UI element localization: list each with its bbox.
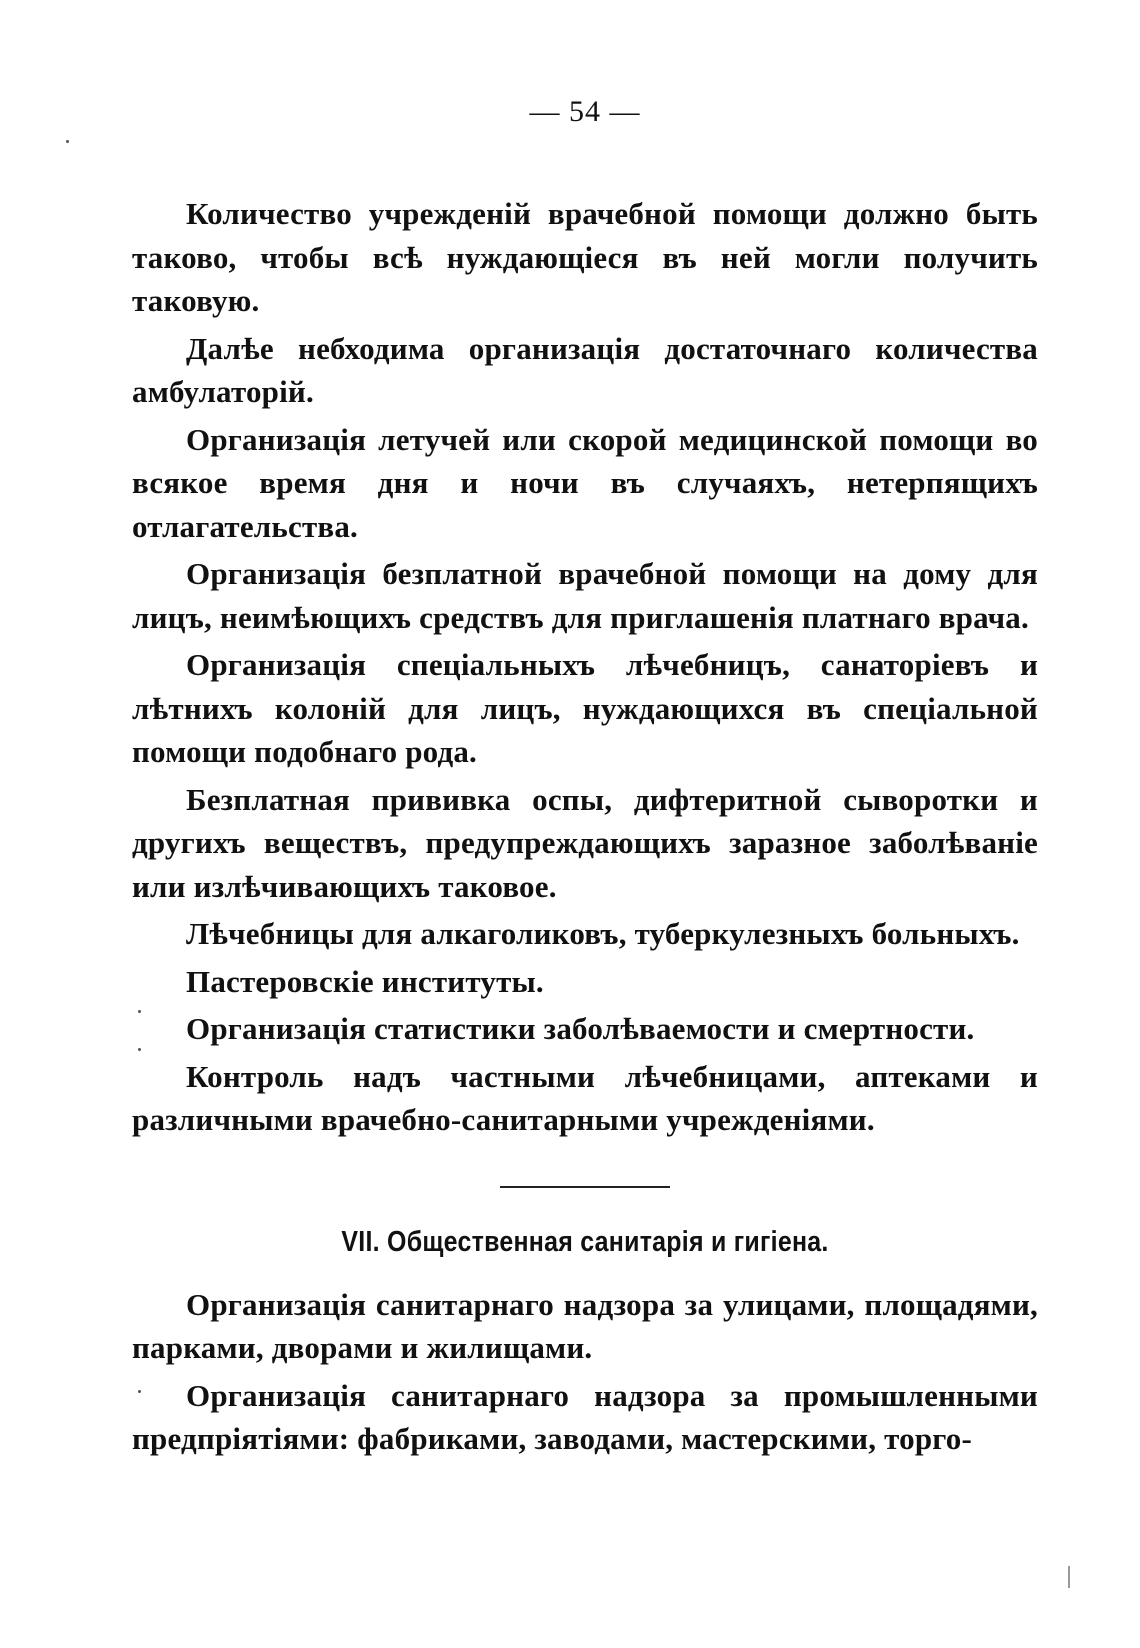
scan-speck: [66, 140, 69, 143]
paragraph: Организація статистики заболѣваемости и смертности.: [186, 1011, 975, 1046]
section-heading: VII. Общественная санитарія и гигіена.: [341, 1225, 829, 1258]
scan-edge-mark: [1068, 1566, 1070, 1588]
paragraph: Лѣчебницы для алкаголиковъ, туберкулезныхъ больныхъ.: [186, 916, 1020, 951]
paragraph: Безплатная прививка оспы, дифтеритной сыворотки и другихъ веществъ, предупреждающихъ заразное заболѣваніе или излѣчивающихъ таковое.: [132, 781, 1038, 904]
page-number: — 54 —: [529, 95, 641, 128]
paragraph: Пастеровскіе институты.: [186, 963, 544, 999]
paragraph: Организація спеціальныхъ лѣчебницъ, санаторіевъ и лѣтнихъ колоній для лицъ, нуждающихся въ спеціальной помощи подобнаго рода.: [132, 647, 1038, 769]
scan-speck: [138, 1010, 141, 1013]
paragraph: Организація санитарнаго надзора за промышленными предпріятіями: фабриками, заводами, мастерскими, торго-: [132, 1377, 1038, 1456]
paragraph: Организація летучей или скорой медицинской помощи во всякое время дня и ночи въ случаяхъ, нетерпящихъ отлагательства.: [132, 421, 1038, 544]
paragraph: Количество учрежденій врачебной помощи должно быть таково, чтобы всѣ нуждающіеся въ ней могли получить таковую.: [132, 196, 1038, 318]
paragraph: Контроль надъ частными лѣчебницами, аптеками и различными врачебно-санитарными учрежденіями.: [132, 1058, 1038, 1137]
section-divider: [500, 1186, 670, 1188]
paragraph: Организація санитарнаго надзора за улицами, площадями, парками, дворами и жилищами.: [132, 1286, 1038, 1365]
scan-speck: [138, 1048, 141, 1051]
paragraph: Организація безплатной врачебной помощи на дому для лицъ, неимѣющихъ средствъ для приглашенія платнаго врача.: [132, 556, 1038, 635]
scan-speck: [138, 1390, 141, 1393]
paragraph: Далѣе небходима организація достаточнаго количества амбулаторій.: [132, 330, 1038, 409]
document-page: [132, 92, 1038, 1465]
